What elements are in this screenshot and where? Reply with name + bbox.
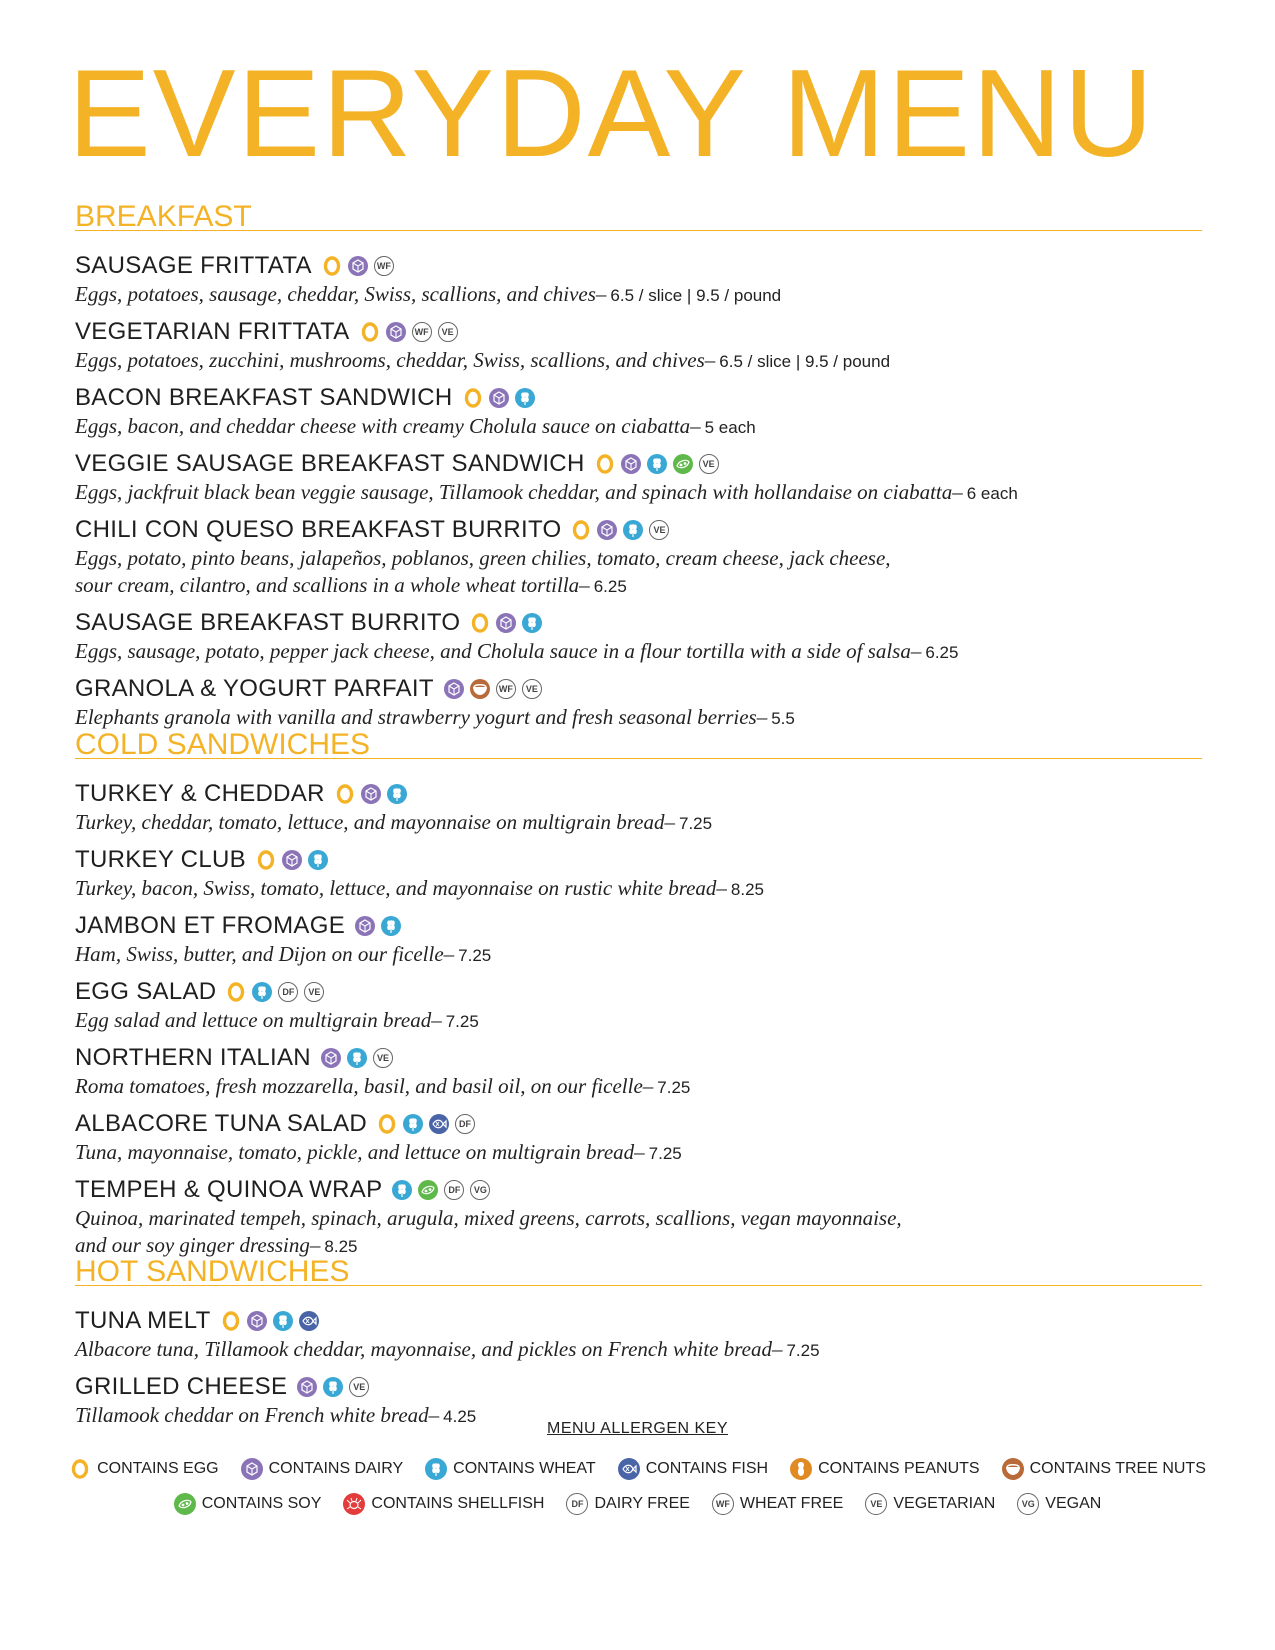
description-text: Roma tomatoes, fresh mozzarella, basil, and basil oil, on our ficelle– xyxy=(75,1074,654,1098)
legend-item xyxy=(69,1458,219,1480)
description-text: Albacore tuna, Tillamook cheddar, mayonnaise, and pickles on French white bread– xyxy=(75,1337,783,1361)
menu-item-description xyxy=(75,1336,1202,1364)
section-title: HOT SANDWICHES xyxy=(75,1255,350,1288)
menu-item-description xyxy=(75,347,1202,375)
vegetarian-icon: VE xyxy=(373,1048,393,1068)
wheat-icon xyxy=(273,1311,293,1331)
egg-icon xyxy=(69,1458,91,1480)
legend-item xyxy=(1017,1493,1101,1515)
legend-item xyxy=(174,1493,322,1515)
egg-icon xyxy=(470,613,490,633)
menu-item-price: 5 each xyxy=(704,418,756,437)
allergen-icons xyxy=(355,916,407,936)
menu-item-description xyxy=(75,479,1202,507)
description-text: and our soy ginger dressing– xyxy=(75,1233,321,1257)
menu-item xyxy=(75,608,1202,666)
menu-item-price: 6.25 xyxy=(925,643,959,662)
wheat-icon xyxy=(522,613,542,633)
menu-item xyxy=(75,449,1202,507)
menu-item xyxy=(75,1175,1202,1260)
fish-icon xyxy=(429,1114,449,1134)
menu-item-name: JAMBON ET FROMAGE xyxy=(75,912,346,939)
wheat-icon xyxy=(308,850,328,870)
egg-icon xyxy=(226,982,246,1002)
dairy-icon xyxy=(444,679,464,699)
vegetarian-icon: VE xyxy=(522,679,542,699)
fish-icon xyxy=(618,1458,640,1480)
menu-item xyxy=(75,251,1202,309)
menu-item xyxy=(75,911,1202,969)
description-text: Tuna, mayonnaise, tomato, pickle, and lettuce on multigrain bread– xyxy=(75,1140,645,1164)
menu-item xyxy=(75,383,1202,441)
wheat-icon xyxy=(392,1180,412,1200)
description-text: Eggs, potatoes, zucchini, mushrooms, cheddar, Swiss, scallions, and chives– xyxy=(75,348,716,372)
vegan-icon: VG xyxy=(1017,1493,1039,1515)
tree-nut-icon xyxy=(1002,1458,1024,1480)
allergen-icons xyxy=(321,1048,399,1068)
allergen-icons xyxy=(297,1377,375,1397)
description-text: Egg salad and lettuce on multigrain bread– xyxy=(75,1008,442,1032)
wheat-icon xyxy=(647,454,667,474)
description-text: Elephants granola with vanilla and strawberry yogurt and fresh seasonal berries– xyxy=(75,705,768,729)
egg-icon xyxy=(221,1311,241,1331)
wheat-icon xyxy=(623,520,643,540)
menu-item-description xyxy=(75,809,1202,837)
menu-item-price: 5.5 xyxy=(771,709,795,728)
menu-item xyxy=(75,977,1202,1035)
vegetarian-icon: VE xyxy=(699,454,719,474)
fish-icon xyxy=(299,1311,319,1331)
legend-item xyxy=(241,1458,404,1480)
dairy-icon xyxy=(282,850,302,870)
menu-item-description xyxy=(75,1073,1202,1101)
menu-item-price: 6.5 / slice | 9.5 / pound xyxy=(610,286,782,305)
legend-label: DAIRY FREE xyxy=(594,1495,690,1512)
wheat-free-icon: WF xyxy=(412,322,432,342)
menu-item-description xyxy=(75,572,1202,600)
menu-item-name: GRILLED CHEESE xyxy=(75,1373,288,1400)
legend-label: CONTAINS DAIRY xyxy=(268,1460,404,1477)
legend-label: CONTAINS EGG xyxy=(97,1460,219,1477)
dairy-free-icon: DF xyxy=(278,982,298,1002)
menu-item-price: 7.25 xyxy=(445,1012,479,1031)
vegan-icon: VG xyxy=(470,1180,490,1200)
egg-icon xyxy=(571,520,591,540)
dairy-icon xyxy=(241,1458,263,1480)
egg-icon xyxy=(322,256,342,276)
wheat-icon xyxy=(347,1048,367,1068)
wheat-icon xyxy=(387,784,407,804)
allergen-icons xyxy=(335,784,413,804)
allergen-icons xyxy=(571,520,675,540)
egg-icon xyxy=(256,850,276,870)
allergen-icons xyxy=(444,679,548,699)
vegetarian-icon: VE xyxy=(865,1493,887,1515)
legend-label: CONTAINS FISH xyxy=(645,1460,769,1477)
menu-item xyxy=(75,845,1202,903)
allergen-icons xyxy=(377,1114,481,1134)
legend-item xyxy=(566,1493,689,1515)
legend-label: CONTAINS SOY xyxy=(201,1495,322,1512)
legend-item xyxy=(1002,1458,1206,1480)
wheat-icon xyxy=(323,1377,343,1397)
wheat-icon xyxy=(381,916,401,936)
allergen-icons xyxy=(470,613,548,633)
allergen-icons xyxy=(221,1311,325,1331)
soy-icon xyxy=(418,1180,438,1200)
soy-icon xyxy=(673,454,693,474)
menu-item xyxy=(75,1306,1202,1364)
shellfish-icon xyxy=(343,1493,365,1515)
tree-nut-icon xyxy=(470,679,490,699)
menu-item xyxy=(75,779,1202,837)
menu-item-description xyxy=(75,1007,1202,1035)
dairy-icon xyxy=(297,1377,317,1397)
legend-item xyxy=(865,1493,995,1515)
menu-item-description xyxy=(75,545,1202,572)
egg-icon xyxy=(463,388,483,408)
legend-item xyxy=(618,1458,768,1480)
allergen-key-row xyxy=(0,1493,1275,1515)
menu-item-name: CHILI CON QUESO BREAKFAST BURRITO xyxy=(75,516,562,543)
section-title: COLD SANDWICHES xyxy=(75,728,371,761)
allergen-icons xyxy=(392,1180,496,1200)
description-text: Eggs, potato, pinto beans, jalapeños, poblanos, green chilies, tomato, cream cheese, jack cheese, xyxy=(75,546,891,570)
allergen-icons xyxy=(595,454,725,474)
page-title: EVERYDAY MENU xyxy=(68,45,1156,183)
vegetarian-icon: VE xyxy=(349,1377,369,1397)
allergen-icons xyxy=(256,850,334,870)
description-text: Turkey, cheddar, tomato, lettuce, and mayonnaise on multigrain bread– xyxy=(75,810,675,834)
menu-item-description xyxy=(75,875,1202,903)
allergen-icons xyxy=(226,982,330,1002)
menu-item-name: EGG SALAD xyxy=(75,978,217,1005)
legend-label: CONTAINS WHEAT xyxy=(453,1460,596,1477)
menu-item-price: 7.25 xyxy=(786,1341,820,1360)
vegetarian-icon: VE xyxy=(649,520,669,540)
dairy-icon xyxy=(361,784,381,804)
menu-item-description xyxy=(75,413,1202,441)
dairy-icon xyxy=(496,613,516,633)
dairy-icon xyxy=(348,256,368,276)
dairy-icon xyxy=(621,454,641,474)
description-text: Quinoa, marinated tempeh, spinach, arugula, mixed greens, carrots, scallions, vegan mayonnaise, xyxy=(75,1206,902,1230)
menu-item-description xyxy=(75,1139,1202,1167)
allergen-icons xyxy=(463,388,541,408)
dairy-icon xyxy=(386,322,406,342)
menu-item-description xyxy=(75,1205,1202,1232)
section-header xyxy=(75,724,1202,759)
wheat-free-icon: WF xyxy=(496,679,516,699)
dairy-free-icon: DF xyxy=(444,1180,464,1200)
description-text: Eggs, jackfruit black bean veggie sausage, Tillamook cheddar, and spinach with hollandaise on ciabatta– xyxy=(75,480,963,504)
dairy-icon xyxy=(321,1048,341,1068)
dairy-free-icon: DF xyxy=(455,1114,475,1134)
egg-icon xyxy=(360,322,380,342)
legend-label: CONTAINS TREE NUTS xyxy=(1029,1460,1206,1477)
allergen-icons xyxy=(322,256,400,276)
menu-section-cold-sandwiches xyxy=(75,724,1202,1260)
allergen-icons xyxy=(360,322,464,342)
menu-item-price: 8.25 xyxy=(324,1237,358,1256)
legend-item xyxy=(343,1493,544,1515)
peanut-icon xyxy=(790,1458,812,1480)
wheat-icon xyxy=(252,982,272,1002)
menu-item-price: 8.25 xyxy=(730,880,765,899)
menu-item-name: TEMPEH & QUINOA WRAP xyxy=(75,1176,383,1203)
menu-item xyxy=(75,515,1202,600)
menu-item-name: SAUSAGE FRITTATA xyxy=(75,252,312,279)
dairy-free-icon: DF xyxy=(566,1493,588,1515)
wheat-free-icon: WF xyxy=(712,1493,734,1515)
menu-item-name: ALBACORE TUNA SALAD xyxy=(75,1110,368,1137)
menu-item-name: TURKEY & CHEDDAR xyxy=(75,780,325,807)
legend-label: CONTAINS SHELLFISH xyxy=(371,1495,545,1512)
legend-label: VEGAN xyxy=(1045,1495,1102,1512)
legend-label: VEGETARIAN xyxy=(893,1495,996,1512)
legend-label: CONTAINS PEANUTS xyxy=(818,1460,980,1477)
wheat-icon xyxy=(403,1114,423,1134)
menu-item-price: 7.25 xyxy=(679,814,713,833)
menu-item-name: SAUSAGE BREAKFAST BURRITO xyxy=(75,609,461,636)
description-text: Turkey, bacon, Swiss, tomato, lettuce, and mayonnaise on rustic white bread– xyxy=(75,876,727,900)
menu-item-name: VEGGIE SAUSAGE BREAKFAST SANDWICH xyxy=(75,450,585,477)
menu-item-name: TURKEY CLUB xyxy=(75,846,246,873)
section-title: BREAKFAST xyxy=(75,200,252,233)
menu-item-name: BACON BREAKFAST SANDWICH xyxy=(75,384,453,411)
allergen-key-row xyxy=(0,1458,1275,1480)
menu-section-hot-sandwiches xyxy=(75,1251,1202,1430)
menu-item-name: TUNA MELT xyxy=(75,1307,211,1334)
menu-item-description xyxy=(75,281,1202,309)
menu-item xyxy=(75,1043,1202,1101)
description-text: Eggs, sausage, potato, pepper jack cheese, and Cholula sauce in a flour tortilla with a side of salsa– xyxy=(75,639,922,663)
description-text: Tillamook cheddar on French white bread– xyxy=(75,1403,440,1427)
section-header xyxy=(75,1251,1202,1286)
menu-section-breakfast xyxy=(75,196,1202,732)
menu-item-price: 6.5 / slice | 9.5 / pound xyxy=(719,352,891,371)
description-text: Eggs, bacon, and cheddar cheese with creamy Cholula sauce on ciabatta– xyxy=(75,414,701,438)
dairy-icon xyxy=(597,520,617,540)
vegetarian-icon: VE xyxy=(438,322,458,342)
egg-icon xyxy=(377,1114,397,1134)
wheat-icon xyxy=(515,388,535,408)
menu-item-price: 7.25 xyxy=(458,946,492,965)
menu-item-name: NORTHERN ITALIAN xyxy=(75,1044,311,1071)
legend-item xyxy=(425,1458,596,1480)
soy-icon xyxy=(174,1493,196,1515)
legend-label: WHEAT FREE xyxy=(739,1495,844,1512)
wheat-free-icon: WF xyxy=(374,256,394,276)
menu-item-description xyxy=(75,941,1202,969)
wheat-icon xyxy=(425,1458,447,1480)
vegetarian-icon: VE xyxy=(304,982,324,1002)
egg-icon xyxy=(335,784,355,804)
menu-item-price: 7.25 xyxy=(657,1078,691,1097)
menu-item-name: GRANOLA & YOGURT PARFAIT xyxy=(75,675,434,702)
dairy-icon xyxy=(355,916,375,936)
section-header xyxy=(75,196,1202,231)
legend-item xyxy=(790,1458,980,1480)
legend-item xyxy=(712,1493,843,1515)
description-text: Eggs, potatoes, sausage, cheddar, Swiss, scallions, and chives– xyxy=(75,282,607,306)
menu-item-price: 6.25 xyxy=(593,577,627,596)
menu-item-price: 4.25 xyxy=(443,1407,477,1426)
menu-item xyxy=(75,317,1202,375)
menu-item xyxy=(75,1109,1202,1167)
menu-item-name: VEGETARIAN FRITTATA xyxy=(75,318,350,345)
description-text: sour cream, cilantro, and scallions in a whole wheat tortilla– xyxy=(75,573,590,597)
dairy-icon xyxy=(247,1311,267,1331)
menu-item-price: 6 each xyxy=(966,484,1018,503)
egg-icon xyxy=(595,454,615,474)
menu-item-description xyxy=(75,638,1202,666)
allergen-key-title: MENU ALLERGEN KEY xyxy=(547,1420,728,1437)
dairy-icon xyxy=(489,388,509,408)
menu-item-price: 7.25 xyxy=(648,1144,682,1163)
description-text: Ham, Swiss, butter, and Dijon on our ficelle– xyxy=(75,942,455,966)
